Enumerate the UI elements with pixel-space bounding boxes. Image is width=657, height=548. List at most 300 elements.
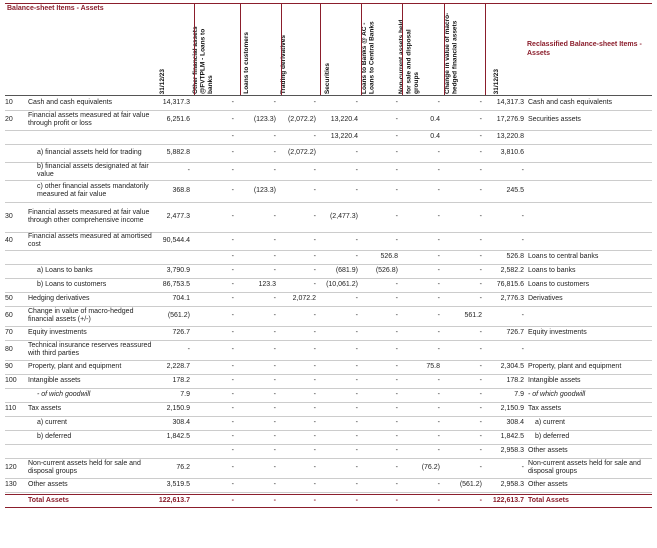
value-cell: - bbox=[521, 167, 524, 174]
value-cell: - bbox=[437, 329, 440, 336]
value-cell: 526.8 bbox=[506, 253, 524, 260]
value-cell: - bbox=[231, 295, 234, 302]
value-cell: 245.5 bbox=[506, 187, 524, 194]
value-cell: - bbox=[231, 281, 234, 288]
value-cell: - bbox=[395, 433, 398, 440]
value-cell: - bbox=[395, 237, 398, 244]
value-cell: 2,582.2 bbox=[500, 267, 524, 274]
value-cell: - bbox=[355, 187, 358, 194]
value-cell: - bbox=[437, 99, 440, 106]
reclassified-label: - of which goodwill bbox=[528, 391, 586, 398]
value-cell: - bbox=[273, 346, 276, 353]
value-cell: - bbox=[313, 464, 316, 471]
value-cell: - bbox=[355, 346, 358, 353]
value-cell: - bbox=[355, 377, 358, 384]
value-cell: - bbox=[479, 419, 482, 426]
value-cell: - bbox=[231, 213, 234, 220]
row-code: 70 bbox=[5, 329, 13, 336]
value-cell: - bbox=[231, 253, 234, 260]
value-cell: - bbox=[313, 363, 316, 370]
value-cell: - bbox=[273, 167, 276, 174]
value-cell: - bbox=[479, 295, 482, 302]
value-cell: - bbox=[273, 419, 276, 426]
row-code: 110 bbox=[5, 405, 17, 412]
row-label: Tax assets bbox=[28, 405, 62, 412]
value-cell: - bbox=[395, 213, 398, 220]
value-cell: - bbox=[313, 253, 316, 260]
value-cell: - bbox=[313, 447, 316, 454]
value-cell: 0.4 bbox=[430, 133, 440, 140]
total-value-cell: 122,613.7 bbox=[492, 497, 524, 504]
reclassified-label: a) current bbox=[535, 419, 565, 426]
value-cell: - bbox=[395, 329, 398, 336]
value-cell: - bbox=[479, 133, 482, 140]
value-cell: (2,477.3) bbox=[329, 213, 358, 220]
value-cell: 86,753.5 bbox=[162, 281, 190, 288]
value-cell: - bbox=[313, 419, 316, 426]
column-header-label: Non-current assets held for sale and disposal groups bbox=[397, 19, 420, 94]
column-divider bbox=[194, 3, 195, 95]
value-cell: 7.9 bbox=[180, 391, 190, 398]
value-cell: - bbox=[313, 213, 316, 220]
table-row bbox=[5, 96, 652, 111]
value-cell: (2,072.2) bbox=[287, 116, 316, 123]
value-cell: 76,815.6 bbox=[496, 281, 524, 288]
value-cell: - bbox=[231, 167, 234, 174]
value-cell: - bbox=[355, 149, 358, 156]
value-cell: - bbox=[479, 391, 482, 398]
column-header-2 bbox=[185, 10, 221, 94]
total-value-cell: - bbox=[355, 497, 358, 504]
table-row bbox=[5, 264, 652, 279]
value-cell: - bbox=[273, 267, 276, 274]
value-cell: - bbox=[313, 237, 316, 244]
column-header-label: Other financial assets @FVTPLM - Loans to banks bbox=[191, 26, 214, 94]
table-row bbox=[5, 444, 652, 459]
reclassified-label: Cash and cash equivalents bbox=[528, 99, 613, 106]
column-header-8 bbox=[433, 10, 469, 94]
value-cell: - bbox=[273, 363, 276, 370]
reclassified-label: Derivatives bbox=[528, 295, 563, 302]
value-cell: - bbox=[479, 237, 482, 244]
total-row bbox=[5, 494, 652, 508]
row-label: Non-current assets held for sale and disposal groups bbox=[28, 460, 141, 475]
value-cell: 2,958.3 bbox=[500, 481, 524, 488]
value-cell: - bbox=[231, 346, 234, 353]
value-cell: - bbox=[231, 433, 234, 440]
column-header-label: Loans to customers bbox=[243, 32, 251, 94]
value-cell: - bbox=[395, 346, 398, 353]
total-reclassified-label: Total Assets bbox=[528, 497, 569, 504]
value-cell: 3,810.6 bbox=[500, 149, 524, 156]
value-cell: - bbox=[521, 213, 524, 220]
value-cell: - bbox=[231, 237, 234, 244]
value-cell: (123.3) bbox=[253, 116, 276, 123]
value-cell: - bbox=[479, 377, 482, 384]
table-row bbox=[5, 202, 652, 233]
table-row bbox=[5, 430, 652, 445]
column-header-label: 31/12/23 bbox=[159, 68, 167, 94]
reclassified-label bbox=[528, 180, 652, 202]
value-cell: - bbox=[479, 213, 482, 220]
row-label: Change in value of macro-hedged financial assets (+/-) bbox=[28, 308, 134, 323]
column-header-5 bbox=[310, 10, 346, 94]
column-divider bbox=[485, 3, 486, 95]
value-cell: - bbox=[395, 391, 398, 398]
value-cell: - bbox=[231, 267, 234, 274]
total-value-cell: - bbox=[479, 497, 482, 504]
value-cell: - bbox=[273, 447, 276, 454]
value-cell: 2,150.9 bbox=[166, 405, 190, 412]
reclassified-label: Tax assets bbox=[528, 405, 562, 412]
value-cell: - bbox=[273, 481, 276, 488]
row-label bbox=[28, 250, 155, 264]
column-header-1 bbox=[145, 10, 181, 94]
row-label: Financial assets measured at amortised cost bbox=[28, 233, 152, 248]
value-cell: - bbox=[355, 464, 358, 471]
value-cell: - bbox=[273, 149, 276, 156]
top-rule bbox=[5, 3, 652, 4]
table-row bbox=[5, 232, 652, 251]
value-cell: 14,317.3 bbox=[162, 99, 190, 106]
row-code bbox=[5, 130, 27, 144]
reclassified-label: Loans to central banks bbox=[528, 253, 599, 260]
reclassified-label: Intangible assets bbox=[528, 377, 581, 384]
total-value-cell: - bbox=[231, 497, 234, 504]
value-cell: - bbox=[355, 99, 358, 106]
value-cell: - bbox=[437, 253, 440, 260]
value-cell: (2,072.2) bbox=[287, 149, 316, 156]
value-cell: 726.7 bbox=[172, 329, 190, 336]
value-cell: - bbox=[437, 237, 440, 244]
reclassified-label: Securities assets bbox=[528, 116, 581, 123]
value-cell: (681.9) bbox=[335, 267, 358, 274]
column-header-4 bbox=[266, 10, 302, 94]
value-cell: - bbox=[355, 419, 358, 426]
value-cell: (123.3) bbox=[253, 187, 276, 194]
value-cell: 13,220.4 bbox=[330, 133, 358, 140]
table-row bbox=[5, 416, 652, 431]
value-cell: - bbox=[231, 99, 234, 106]
total-label: Total Assets bbox=[28, 497, 69, 504]
value-cell: - bbox=[479, 116, 482, 123]
value-cell: - bbox=[521, 464, 524, 471]
value-cell: - bbox=[479, 405, 482, 412]
value-cell bbox=[148, 250, 190, 264]
value-cell: - bbox=[395, 419, 398, 426]
total-value-cell: - bbox=[273, 497, 276, 504]
reclassified-label: Other assets bbox=[528, 481, 568, 488]
value-cell: - bbox=[231, 419, 234, 426]
column-header-label: Change in value of macro-hedged financial assets bbox=[443, 12, 458, 94]
row-label: a) financial assets held for trading bbox=[37, 149, 142, 156]
column-divider bbox=[361, 3, 362, 95]
table-row bbox=[5, 374, 652, 389]
row-code: 10 bbox=[5, 99, 13, 106]
row-label: Financial assets measured at fair value through profit or loss bbox=[28, 112, 150, 127]
reclassified-label bbox=[528, 144, 652, 162]
value-cell: (10,061.2) bbox=[326, 281, 358, 288]
value-cell: 5,882.8 bbox=[166, 149, 190, 156]
value-cell: - bbox=[395, 377, 398, 384]
row-label bbox=[28, 444, 155, 458]
value-cell: - bbox=[395, 133, 398, 140]
row-code bbox=[5, 416, 27, 430]
column-divider bbox=[281, 3, 282, 95]
value-cell: 2,304.5 bbox=[500, 363, 524, 370]
value-cell: - bbox=[479, 187, 482, 194]
table-row bbox=[5, 278, 652, 293]
value-cell: - bbox=[479, 433, 482, 440]
row-code: 130 bbox=[5, 481, 17, 488]
value-cell: 2,477.3 bbox=[166, 213, 190, 220]
value-cell: - bbox=[479, 149, 482, 156]
row-label: Cash and cash equivalents bbox=[28, 99, 113, 106]
value-cell: - bbox=[355, 481, 358, 488]
value-cell: 308.4 bbox=[506, 419, 524, 426]
value-cell: 308.4 bbox=[172, 419, 190, 426]
total-value-cell: - bbox=[437, 497, 440, 504]
row-code: 90 bbox=[5, 363, 13, 370]
value-cell: - bbox=[437, 346, 440, 353]
table-row bbox=[5, 306, 652, 327]
row-label: a) Loans to banks bbox=[37, 267, 93, 274]
value-cell: - bbox=[437, 187, 440, 194]
value-cell: - bbox=[395, 363, 398, 370]
row-code bbox=[5, 162, 27, 180]
value-cell: - bbox=[479, 346, 482, 353]
row-label: Financial assets measured at fair value through other comprehensive income bbox=[28, 209, 150, 224]
value-cell: (561.2) bbox=[167, 312, 190, 319]
table-row bbox=[5, 250, 652, 265]
table-row bbox=[5, 340, 652, 361]
value-cell: 526.8 bbox=[380, 253, 398, 260]
table-row bbox=[5, 402, 652, 417]
value-cell: - bbox=[313, 281, 316, 288]
table-row bbox=[5, 458, 652, 479]
value-cell: 75.8 bbox=[426, 363, 440, 370]
value-cell bbox=[148, 444, 190, 458]
value-cell: - bbox=[395, 149, 398, 156]
value-cell: 7.9 bbox=[514, 391, 524, 398]
value-cell: - bbox=[395, 447, 398, 454]
value-cell: - bbox=[231, 377, 234, 384]
value-cell: - bbox=[187, 167, 190, 174]
value-cell: - bbox=[273, 433, 276, 440]
column-header-6 bbox=[350, 10, 386, 94]
table-row bbox=[5, 360, 652, 375]
row-label: c) other financial assets mandatorily measured at fair value bbox=[37, 183, 149, 198]
value-cell: 2,228.7 bbox=[166, 363, 190, 370]
value-cell: - bbox=[313, 187, 316, 194]
reclassified-label bbox=[528, 340, 652, 360]
value-cell: 561.2 bbox=[464, 312, 482, 319]
row-label: Technical insurance reserves reassured with third parties bbox=[28, 342, 152, 357]
right-table-title: Reclassified Balance-sheet Items - Assets bbox=[527, 41, 642, 57]
value-cell: 1,842.5 bbox=[166, 433, 190, 440]
column-header-7 bbox=[391, 10, 427, 94]
value-cell: - bbox=[231, 391, 234, 398]
value-cell: - bbox=[273, 133, 276, 140]
column-header-label: Trading derivatives bbox=[280, 34, 288, 94]
row-label: Intangible assets bbox=[28, 377, 81, 384]
value-cell: - bbox=[355, 363, 358, 370]
column-header-label: Loans to Banks @ AC - Loans to Central Banks bbox=[360, 21, 375, 94]
value-cell: 704.1 bbox=[172, 295, 190, 302]
value-cell: - bbox=[273, 329, 276, 336]
row-code: 50 bbox=[5, 295, 13, 302]
column-divider bbox=[444, 3, 445, 95]
row-code bbox=[5, 180, 27, 202]
value-cell: 726.7 bbox=[506, 329, 524, 336]
value-cell: - bbox=[479, 253, 482, 260]
value-cell: - bbox=[313, 312, 316, 319]
value-cell: - bbox=[231, 405, 234, 412]
value-cell: - bbox=[313, 433, 316, 440]
value-cell: - bbox=[273, 464, 276, 471]
column-header-3 bbox=[229, 10, 265, 94]
row-code: 60 bbox=[5, 312, 13, 319]
value-cell: 76.2 bbox=[176, 464, 190, 471]
row-code bbox=[5, 250, 27, 264]
row-code: 100 bbox=[5, 377, 17, 384]
left-table-title: Balance-sheet Items - Assets bbox=[7, 5, 104, 12]
value-cell: - bbox=[437, 281, 440, 288]
value-cell: - bbox=[395, 464, 398, 471]
row-label bbox=[28, 130, 155, 144]
value-cell: 178.2 bbox=[506, 377, 524, 384]
value-cell: - bbox=[273, 99, 276, 106]
value-cell: - bbox=[231, 363, 234, 370]
value-cell: - bbox=[355, 237, 358, 244]
value-cell: 2,150.9 bbox=[500, 405, 524, 412]
column-header-label: Securities bbox=[324, 62, 332, 94]
value-cell: - bbox=[395, 481, 398, 488]
value-cell: - bbox=[437, 433, 440, 440]
value-cell: - bbox=[231, 312, 234, 319]
row-label: b) deferred bbox=[37, 433, 72, 440]
value-cell: - bbox=[273, 213, 276, 220]
value-cell: - bbox=[437, 391, 440, 398]
value-cell: - bbox=[355, 253, 358, 260]
row-label: b) Loans to customers bbox=[37, 281, 107, 288]
value-cell: - bbox=[273, 377, 276, 384]
reclassified-label bbox=[528, 202, 652, 232]
value-cell: - bbox=[437, 481, 440, 488]
value-cell: - bbox=[437, 149, 440, 156]
table-row bbox=[5, 162, 652, 181]
value-cell: 90,544.4 bbox=[162, 237, 190, 244]
reclassified-label: Loans to banks bbox=[528, 267, 576, 274]
reclassified-label: Property, plant and equipment bbox=[528, 363, 622, 370]
value-cell: - bbox=[479, 329, 482, 336]
value-cell: - bbox=[313, 267, 316, 274]
value-cell: - bbox=[395, 312, 398, 319]
value-cell: 3,790.9 bbox=[166, 267, 190, 274]
value-cell: (526.8) bbox=[375, 267, 398, 274]
row-label: b) financial assets designated at fair value bbox=[37, 163, 149, 178]
value-cell: - bbox=[313, 391, 316, 398]
column-header-label: 31/12/23 bbox=[493, 68, 501, 94]
value-cell: - bbox=[273, 391, 276, 398]
total-value-cell: - bbox=[395, 497, 398, 504]
table-row bbox=[5, 388, 652, 403]
value-cell: - bbox=[355, 167, 358, 174]
value-cell: - bbox=[521, 312, 524, 319]
value-cell: - bbox=[231, 133, 234, 140]
reclassified-label bbox=[528, 162, 652, 180]
value-cell: - bbox=[355, 447, 358, 454]
row-label: Equity investments bbox=[28, 329, 87, 336]
table-row bbox=[5, 110, 652, 131]
value-cell: - bbox=[313, 481, 316, 488]
value-cell: - bbox=[479, 464, 482, 471]
value-cell: 368.8 bbox=[172, 187, 190, 194]
value-cell: - bbox=[479, 167, 482, 174]
value-cell: - bbox=[313, 133, 316, 140]
value-cell: - bbox=[355, 312, 358, 319]
value-cell: 3,519.5 bbox=[166, 481, 190, 488]
value-cell: - bbox=[313, 329, 316, 336]
row-label: a) current bbox=[37, 419, 67, 426]
column-divider bbox=[320, 3, 321, 95]
value-cell: - bbox=[355, 405, 358, 412]
value-cell: - bbox=[437, 419, 440, 426]
value-cell: - bbox=[395, 116, 398, 123]
value-cell: - bbox=[355, 329, 358, 336]
value-cell: 14,317.3 bbox=[496, 99, 524, 106]
row-label: - of wich goodwill bbox=[37, 391, 91, 398]
row-code bbox=[5, 430, 27, 444]
value-cell: - bbox=[355, 391, 358, 398]
row-code bbox=[5, 444, 27, 458]
value-cell: - bbox=[437, 405, 440, 412]
value-cell: - bbox=[313, 405, 316, 412]
value-cell: (76.2) bbox=[421, 464, 440, 471]
value-cell: - bbox=[437, 295, 440, 302]
column-divider bbox=[402, 3, 403, 95]
value-cell: 0.4 bbox=[430, 116, 440, 123]
value-cell: - bbox=[437, 312, 440, 319]
value-cell: - bbox=[479, 447, 482, 454]
value-cell: - bbox=[355, 433, 358, 440]
table-row bbox=[5, 130, 652, 145]
value-cell: - bbox=[231, 116, 234, 123]
value-cell: - bbox=[273, 237, 276, 244]
value-cell: - bbox=[437, 377, 440, 384]
value-cell: - bbox=[479, 281, 482, 288]
reclassified-label: b) deferred bbox=[535, 433, 570, 440]
value-cell: 2,072.2 bbox=[292, 295, 316, 302]
value-cell: 2,776.3 bbox=[500, 295, 524, 302]
value-cell: - bbox=[231, 149, 234, 156]
row-code: 30 bbox=[5, 213, 13, 220]
value-cell: 6,251.6 bbox=[166, 116, 190, 123]
value-cell: - bbox=[313, 377, 316, 384]
value-cell: - bbox=[231, 447, 234, 454]
value-cell: - bbox=[521, 237, 524, 244]
row-label: Property, plant and equipment bbox=[28, 363, 122, 370]
value-cell: - bbox=[437, 213, 440, 220]
reclassified-label: Equity investments bbox=[528, 329, 587, 336]
reclassified-label bbox=[528, 130, 652, 144]
reclassified-label: Non-current assets held for sale and disposal groups bbox=[528, 460, 641, 475]
value-cell: 1,842.5 bbox=[500, 433, 524, 440]
row-code bbox=[5, 278, 27, 292]
value-cell: - bbox=[479, 99, 482, 106]
value-cell: 13,220.4 bbox=[330, 116, 358, 123]
row-code: 120 bbox=[5, 464, 17, 471]
